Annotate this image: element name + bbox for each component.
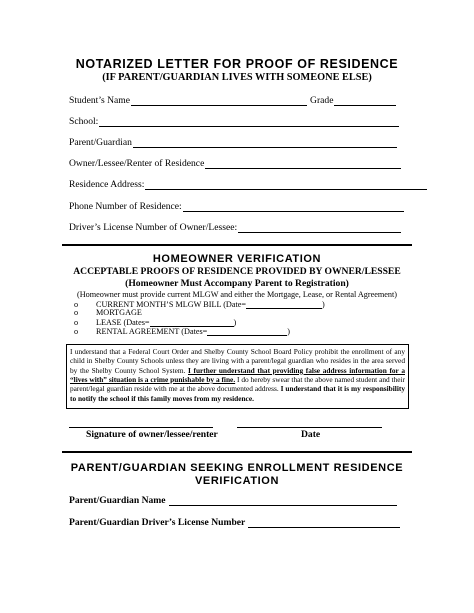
school-row xyxy=(69,116,399,127)
parent-guardian-label: Parent/Guardian xyxy=(69,137,132,148)
homeowner-heading: HOMEOWNER VERIFICATION xyxy=(152,253,322,265)
statement-warning: I further understand that providing false address information for a “lives with” situation is a crime punishable by a fine. xyxy=(70,365,405,385)
residence-address-label: Residence Address: xyxy=(69,179,145,190)
enrollment-heading-line2: VERIFICATION xyxy=(195,475,279,487)
enrollment-parent-name-row xyxy=(69,495,397,506)
bullet-icon: o xyxy=(74,308,79,317)
enrollment-parent-name-field[interactable] xyxy=(169,495,397,506)
rental-dates-field[interactable] xyxy=(207,326,287,336)
residence-address-field[interactable] xyxy=(145,179,427,190)
student-name-row xyxy=(69,95,396,106)
grade-label: Grade xyxy=(310,95,334,106)
drivers-license-label: Driver’s License Number of Owner/Lessee: xyxy=(69,222,238,233)
enrollment-heading-line1: PARENT/GUARDIAN SEEKING ENROLLMENT RESIDENCE xyxy=(70,462,404,474)
phone-row xyxy=(69,201,404,212)
bullet-icon: o xyxy=(74,318,79,327)
page-subtitle: (IF PARENT/GUARDIAN LIVES WITH SOMEONE ELSE) xyxy=(102,72,372,83)
enrollment-parent-license-row xyxy=(69,517,400,528)
parent-guardian-row xyxy=(69,137,397,148)
signature-date-label: Date xyxy=(301,429,321,440)
owner-signature-field[interactable] xyxy=(69,427,213,428)
must-accompany-note: (Homeowner Must Accompany Parent to Registration) xyxy=(125,278,349,289)
proof-item-close: ) xyxy=(233,318,237,327)
owner-label: Owner/Lessee/Renter of Residence xyxy=(69,158,205,169)
enrollment-parent-license-label: Parent/Guardian Driver’s License Number xyxy=(69,517,246,528)
proof-item-close: ) xyxy=(322,300,325,309)
owner-field[interactable] xyxy=(205,158,401,169)
enrollment-parent-name-label: Parent/Guardian Name xyxy=(69,495,166,506)
student-name-label: Student’s Name xyxy=(69,95,131,106)
bullet-icon: o xyxy=(74,300,79,309)
proof-item-label: MORTGAGE xyxy=(96,308,142,317)
residence-address-row xyxy=(69,179,427,190)
section-divider-bottom xyxy=(62,451,412,453)
phone-field[interactable] xyxy=(183,201,404,212)
proof-item-label: CURRENT MONTH’S MLGW BILL (Date= xyxy=(96,300,247,309)
signature-date-field[interactable] xyxy=(237,427,382,428)
school-label: School: xyxy=(69,116,99,127)
phone-label: Phone Number of Residence: xyxy=(69,201,182,212)
enrollment-parent-license-field[interactable] xyxy=(248,517,400,528)
proof-item-rental xyxy=(74,326,290,336)
legal-statement-box xyxy=(66,344,409,409)
owner-signature-label: Signature of owner/lessee/renter xyxy=(86,429,218,440)
mlgw-date-field[interactable] xyxy=(246,299,322,309)
drivers-license-field[interactable] xyxy=(238,222,401,233)
section-divider-top xyxy=(62,244,412,246)
parent-guardian-field[interactable] xyxy=(133,137,397,148)
school-field[interactable] xyxy=(99,116,399,127)
proof-item-close: ) xyxy=(287,327,291,336)
proof-item-mortgage xyxy=(74,308,142,317)
proof-item-label: RENTAL AGREEMENT (Dates= xyxy=(96,327,208,336)
proofs-heading: ACCEPTABLE PROOFS OF RESIDENCE PROVIDED BY OWNER/LESSEE xyxy=(73,266,401,277)
drivers-license-row xyxy=(69,222,401,233)
student-name-field[interactable] xyxy=(131,95,307,106)
statement-text: I understand that a Federal Court Order and Shelby County School Board Policy prohibit the enrollment of any child in Shelby County Schools unless they are living with a parent/legal guardian who resides in the area served by the Shelby County School System. xyxy=(70,347,405,375)
grade-field[interactable] xyxy=(334,95,396,106)
proof-item-label: LEASE (Dates= xyxy=(96,318,150,327)
bullet-icon: o xyxy=(74,327,79,336)
owner-row xyxy=(69,158,401,169)
homeowner-requirement-note: (Homeowner must provide current MLGW and either the Mortgage, Lease, or Rental Agreement) xyxy=(77,290,397,299)
page-title: NOTARIZED LETTER FOR PROOF OF RESIDENCE xyxy=(75,57,399,71)
statement-oath: I do hereby swear that the above named student and their parent/legal guardian reside with me at the above documented address. xyxy=(70,375,405,394)
statement-responsibility: I understand that it is my responsibility to notify the school if this family moves from my residence. xyxy=(70,384,406,403)
